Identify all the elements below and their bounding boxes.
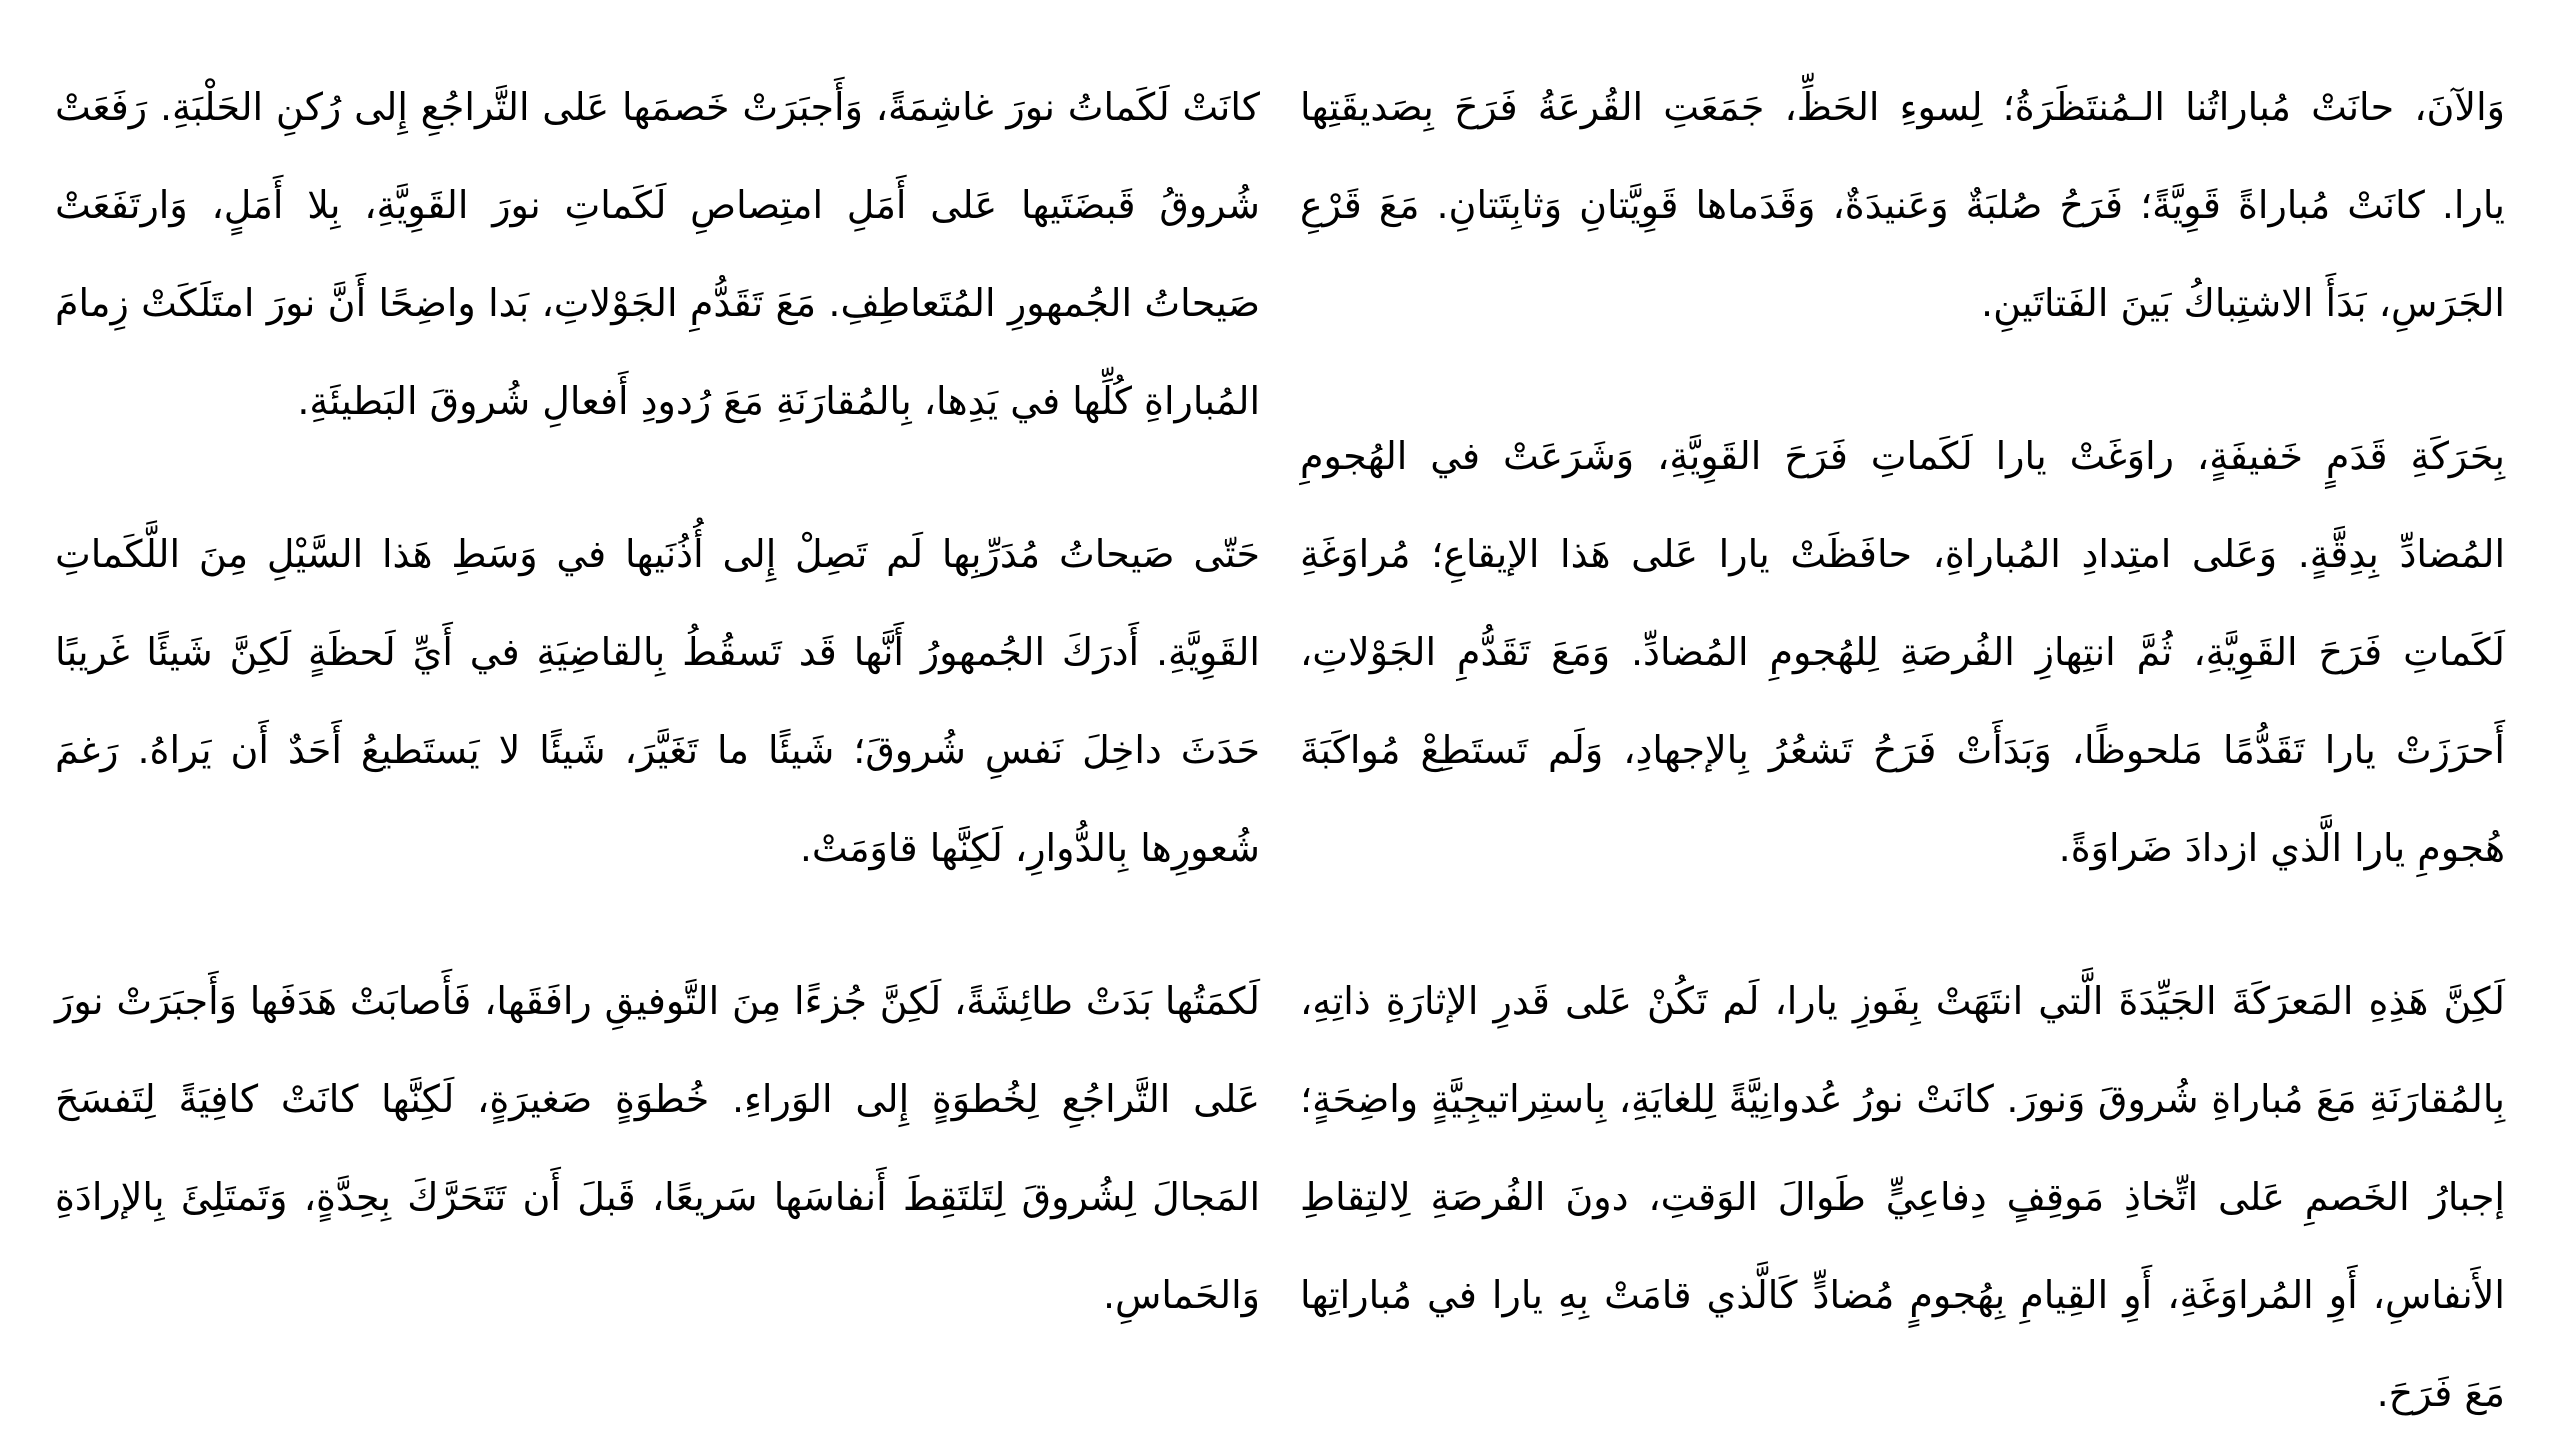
paragraph: لَكمَتُها بَدَتْ طائِشَةً، لَكِنَّ جُزءًا مِنَ التَّوفيقِ رافَقَها، فَأَصابَتْ هَدَفَها وَأَجبَرَتْ نورَ عَلى التَّراجُعِ لِخُطوَةٍ إِلى الوَراءِ. خُطوَةٍ صَغيرَةٍ، لَكِنَّها كانَتْ كافِيَةً لِتَفسَحَ المَجالَ لِشُروقَ لِتَلتَقِطَ أَنفاسَها سَريعًا، قَبلَ أَن تَتَحَرَّكَ بِحِدَّةٍ، وَتَمتَلِئَ بِالإرادَةِ وَالحَماسِ. (55, 979, 1260, 1317)
left-text-column (55, 58, 1260, 1440)
paragraph: كانَتْ لَكَماتُ نورَ غاشِمَةً، وَأَجبَرَتْ خَصمَها عَلى التَّراجُعِ إِلى رُكنِ الحَلْبَةِ. رَفَعَتْ شُروقُ قَبضَتَيها عَلى أَمَلِ امتِصاصِ لَكَماتِ نورَ القَوِيَّةِ، بِلا أَمَلٍ، وَارتَفَعَتْ صَيحاتُ الجُمهورِ المُتَعاطِفِ. مَعَ تَقَدُّمِ الجَوْلاتِ، بَدا واضِحًا أَنَّ نورَ امتَلَكَتْ زِمامَ المُباراةِ كُلِّها في يَدِها، بِالمُقارَنَةِ مَعَ رُدودِ أَفعالِ شُروقَ البَطيئَةِ. (55, 85, 1260, 423)
paragraph: حَتّى صَيحاتُ مُدَرِّبِها لَم تَصِلْ إِلى أُذُنَيها في وَسَطِ هَذا السَّيْلِ مِنَ اللَّكَماتِ القَوِيَّةِ. أَدرَكَ الجُمهورُ أَنَّها قَد تَسقُطُ بِالقاضِيَةِ في أَيِّ لَحظَةٍ لَكِنَّ شَيئًا غَريبًا حَدَثَ داخِلَ نَفسِ شُروقَ؛ شَيئًا ما تَغَيَّرَ، شَيئًا لا يَستَطيعُ أَحَدٌ أَن يَراهُ. رَغمَ شُعورِها بِالدُّوارِ، لَكِنَّها قاوَمَتْ. (55, 532, 1260, 870)
paragraph: بِحَرَكَةِ قَدَمٍ خَفيفَةٍ، راوَغَتْ يارا لَكَماتِ فَرَحَ القَوِيَّةِ، وَشَرَعَتْ في الهُجومِ المُضادِّ بِدِقَّةٍ. وَعَلى امتِدادِ المُباراةِ، حافَظَتْ يارا عَلى هَذا الإيقاعِ؛ مُراوَغَةِ لَكَماتِ فَرَحَ القَوِيَّةِ، ثُمَّ انتِهازِ الفُرصَةِ لِلهُجومِ المُضادِّ. وَمَعَ تَقَدُّمِ الجَوْلاتِ، أَحرَزَتْ يارا تَقَدُّمًا مَلحوظًا، وَبَدَأَتْ فَرَحُ تَشعُرُ بِالإجهادِ، وَلَم تَستَطِعْ مُواكَبَةَ هُجومِ يارا الَّذي ازدادَ ضَراوَةً. (1300, 434, 2505, 870)
right-text-column (1300, 58, 2505, 1440)
paragraph: لَكِنَّ هَذِهِ المَعرَكَةَ الجَيِّدَةَ الَّتي انتَهَتْ بِفَوزِ يارا، لَم تَكُنْ عَلى قَدرِ الإثارَةِ ذاتِهِ، بِالمُقارَنَةِ مَعَ مُباراةِ شُروقَ وَنورَ. كانَتْ نورُ عُدوانِيَّةً لِلغايَةِ، بِاستِراتيجِيَّةٍ واضِحَةٍ؛ إجبارُ الخَصمِ عَلى اتِّخاذِ مَوقِفٍ دِفاعِيٍّ طَوالَ الوَقتِ، دونَ الفُرصَةِ لِالتِقاطِ الأَنفاسِ، أَوِ المُراوَغَةِ، أَوِ القِيامِ بِهُجومٍ مُضادٍّ كَالَّذي قامَتْ بِهِ يارا في مُباراتِها مَعَ فَرَحَ. (1300, 979, 2505, 1415)
paragraph: وَالآنَ، حانَتْ مُباراتُنا الـمُنتَظَرَةُ؛ لِسوءِ الحَظِّ، جَمَعَتِ القُرعَةُ فَرَحَ بِصَديقَتِها يارا. كانَتْ مُباراةً قَوِيَّةً؛ فَرَحُ صُلبَةٌ وَعَنيدَةٌ، وَقَدَماها قَوِيَّتانِ وَثابِتَتانِ. مَعَ قَرْعِ الجَرَسِ، بَدَأَ الاشتِباكُ بَينَ الفَتاتَينِ. (1300, 85, 2505, 325)
